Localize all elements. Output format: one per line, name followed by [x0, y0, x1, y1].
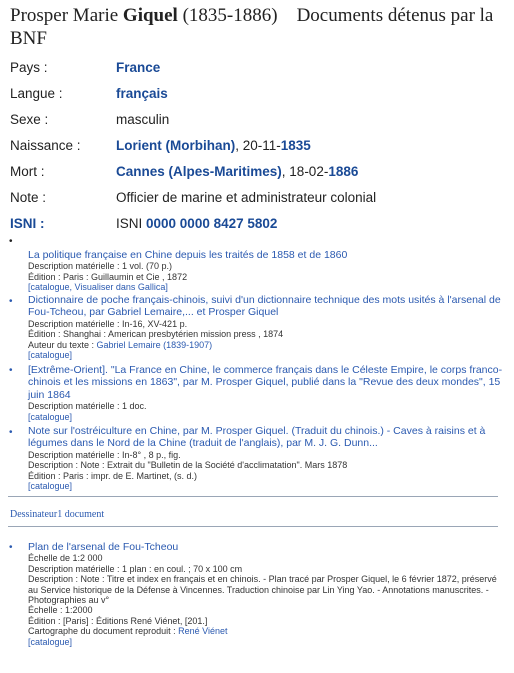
catalogue-link[interactable]: [catalogue]: [28, 636, 73, 647]
row-note: [10, 188, 506, 214]
row-mort: [10, 162, 506, 188]
langue-link[interactable]: français: [116, 86, 168, 101]
sexe-value: masculin: [116, 112, 170, 127]
catalogue-link[interactable]: [catalogue, Visualiser dans Gallica]: [28, 282, 168, 293]
page-title: [10, 4, 506, 50]
name-prefix: Prosper Marie: [10, 5, 123, 26]
info-table: [10, 58, 506, 240]
record-echelle: Échelle : 1:2000: [28, 605, 93, 616]
record-scale: Échelle de 1:2 000: [28, 553, 103, 564]
langue-label: Langue :: [10, 86, 63, 101]
mort-place-link[interactable]: Cannes (Alpes-Maritimes): [116, 164, 282, 179]
record-title-link[interactable]: La politique française en Chine depuis les traités de 1858 et de 1860: [28, 249, 348, 261]
record-title-link[interactable]: Dictionnaire de poche français-chinois, suivi d'un dictionnaire technique des mots usités à l'arsenal de Fou-Tcheou, par Gabriel Lemaire,... et Prosper Giquel: [28, 294, 501, 319]
catalogue-link[interactable]: [catalogue]: [28, 411, 73, 422]
life-dates: (1835-1886): [177, 5, 278, 26]
record-title-link[interactable]: Note sur l'ostréiculture en Chine, par M. Prosper Giquel. (Traduit du chinois.) - Caves à raisins et à légumes dans le Nord de la Chine (traduit de l'anglais), par M. J. G. Dunn...: [28, 425, 486, 450]
record-edition: Édition : [Paris] : Éditions René Viénet, [201.]: [28, 615, 208, 626]
row-sexe: [10, 110, 506, 136]
row-naissance: [10, 136, 506, 162]
mort-date: , 18-02-: [281, 164, 329, 179]
catalogue-link[interactable]: [catalogue]: [28, 350, 73, 361]
row-pays: [10, 58, 506, 84]
record-edition: Édition : Shanghai : American presbytérien mission press , 1874: [28, 329, 284, 340]
record-5: [28, 541, 504, 647]
section-heading: Dessinateur1 document: [10, 509, 105, 520]
isni-link[interactable]: 0000 0000 8427 5802: [146, 216, 278, 231]
cartographer-link[interactable]: René Viénet: [178, 626, 228, 637]
note-label: Note :: [10, 190, 47, 205]
isni-prefix: ISNI: [116, 216, 147, 231]
naissance-year-link[interactable]: 1835: [280, 138, 311, 153]
row-langue: [10, 84, 506, 110]
title-suffix: Documents détenus par la BNF: [10, 5, 494, 49]
record-note: Description : Note : Titre et index en français et en chinois. - Plan tracé par Prosper Giquel, le 6 février 1872, préservé au Service historique de la Défense à Vincennes. Traduction chinoise par Lin Ying Yao. - Annotations manuscrites. - Photographies au v°: [28, 574, 497, 606]
surname: Giquel: [122, 5, 178, 26]
section-divider: [8, 496, 498, 497]
catalogue-link[interactable]: [catalogue]: [28, 481, 73, 492]
bullet-icon: •: [9, 296, 13, 307]
record-desc: Description matérielle : In-16, XV-421 p.: [28, 318, 188, 329]
sexe-label: Sexe :: [10, 112, 49, 127]
author-link[interactable]: Gabriel Lemaire (1839-1907): [96, 339, 213, 350]
record-desc: Description matérielle : 1 doc.: [28, 401, 147, 412]
record-4: [28, 425, 504, 491]
author-label: Auteur du texte :: [28, 339, 97, 350]
section-divider: [8, 526, 498, 527]
pays-link[interactable]: France: [116, 60, 161, 75]
bullet-icon: •: [9, 236, 13, 247]
bullet-icon: •: [9, 542, 13, 553]
bullet-icon: •: [9, 365, 13, 376]
note-value: Officier de marine et administrateur colonial: [116, 190, 377, 205]
record-desc: Description matérielle : 1 vol. (70 p.): [28, 261, 173, 272]
record-3: [28, 364, 504, 422]
mort-label: Mort :: [10, 164, 45, 179]
cartographer-label: Cartographe du document reproduit :: [28, 626, 179, 637]
record-note: Description : Note : Extrait du "Bulletin de la Société d'acclimatation". Mars 1878: [28, 460, 348, 471]
row-isni: [10, 214, 506, 240]
record-title-link[interactable]: Plan de l'arsenal de Fou-Tcheou: [28, 541, 179, 553]
isni-label-link[interactable]: ISNI :: [10, 216, 45, 231]
record-desc: Description matérielle : 1 plan : en coul. ; 70 x 100 cm: [28, 563, 243, 574]
mort-year-link[interactable]: 1886: [328, 164, 359, 179]
naissance-date: , 20-11-: [235, 138, 281, 153]
naissance-place-link[interactable]: Lorient (Morbihan): [116, 138, 236, 153]
title-spacer: [278, 5, 297, 26]
bullet-icon: •: [9, 427, 13, 438]
record-title-link[interactable]: [Extrême-Orient]. "La France en Chine, le commerce français dans le Céleste Empire, le corps franco-chinois et les missions en 1863", par M. Prosper Giquel, publié dans la "Revue des deux mondes", 15 juin 1864: [28, 364, 503, 401]
record-1: [28, 249, 504, 293]
record-desc: Description matérielle : In-8° , 8 p., fig.: [28, 449, 181, 460]
naissance-label: Naissance :: [10, 138, 81, 153]
record-edition: Édition : Paris : Guillaumin et Cie , 1872: [28, 271, 188, 282]
record-2: [28, 294, 504, 360]
record-edition: Édition : Paris : impr. de E. Martinet, (s. d.): [28, 470, 198, 481]
pays-label: Pays :: [10, 60, 48, 75]
